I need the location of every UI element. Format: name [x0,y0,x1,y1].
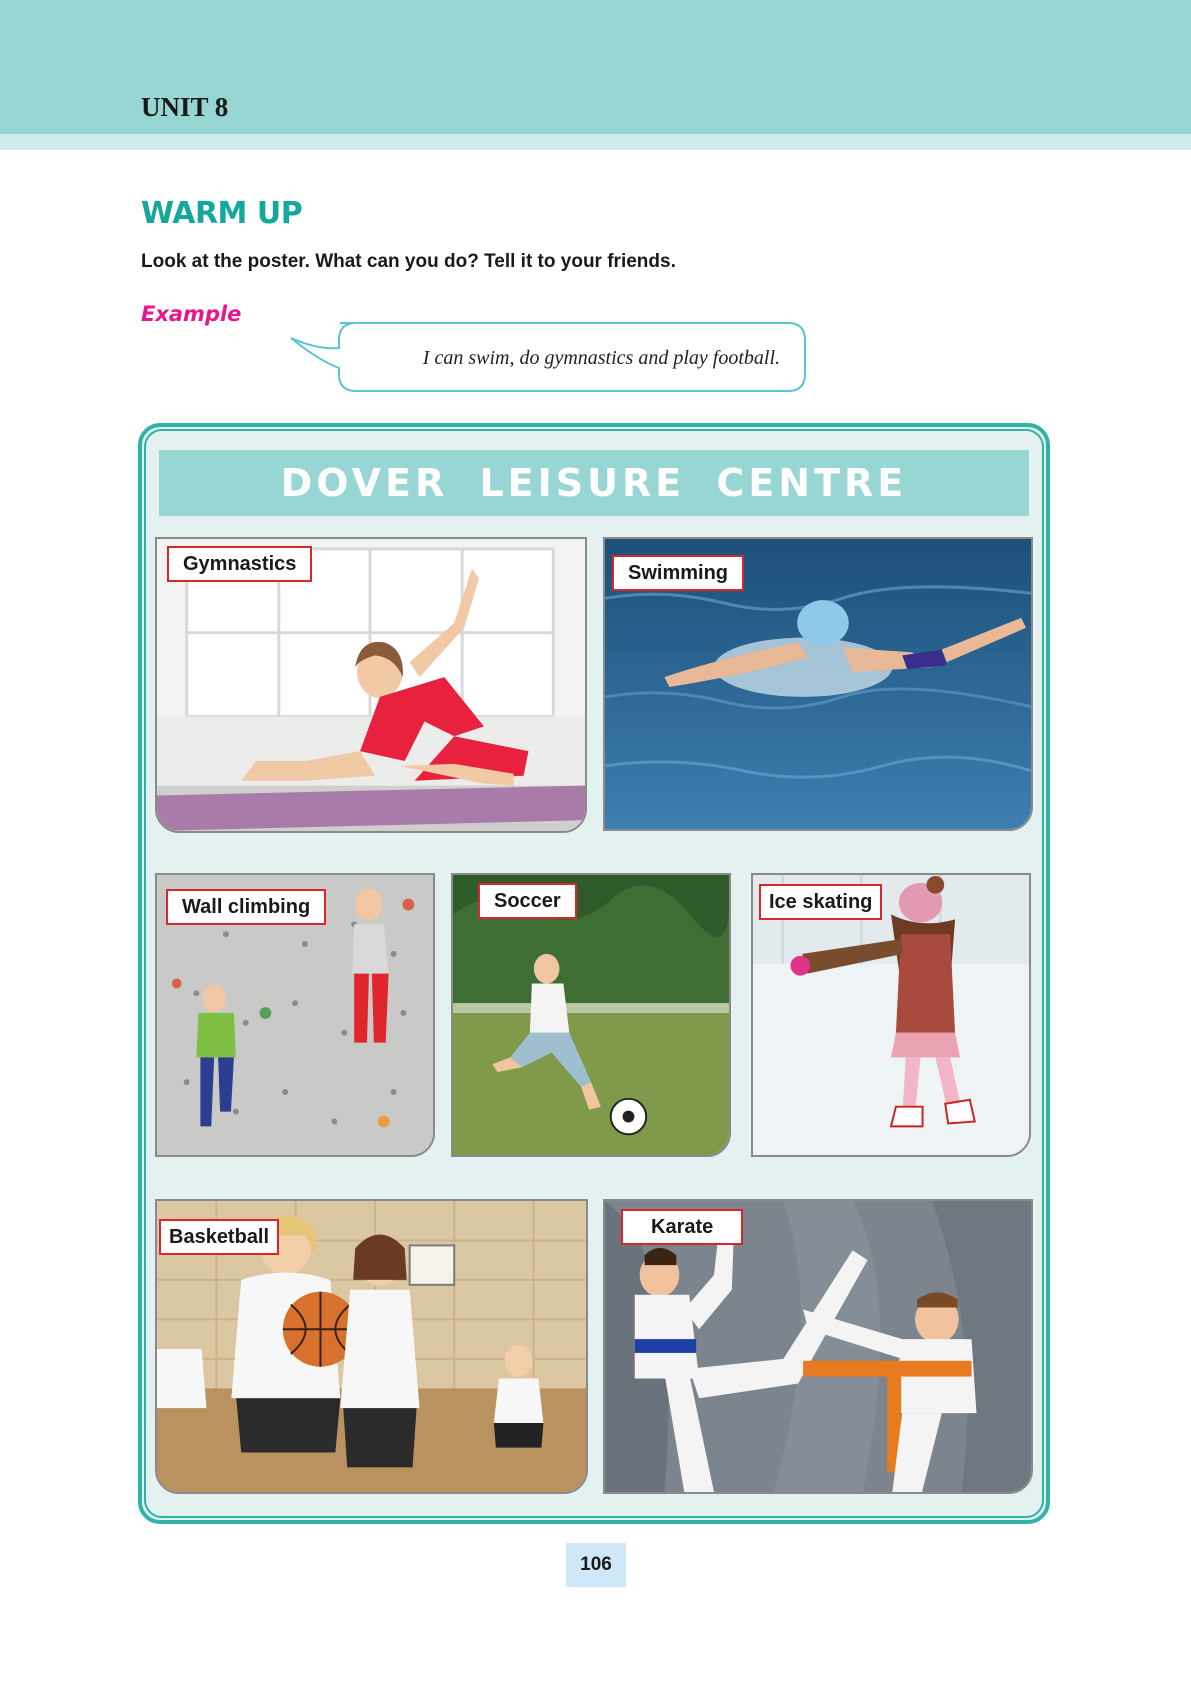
karate-label: Karate [621,1209,743,1245]
example-label: Example [141,302,242,326]
gymnastics-image [157,539,585,831]
page-number: 106 [566,1543,626,1587]
header-band-strip [0,134,1191,150]
instruction-text: Look at the poster. What can you do? Tell it to your friends. [141,251,676,272]
ice-skating-label: Ice skating [759,884,882,920]
example-sentence: I can swim, do gymnastics and play football. [422,347,780,369]
gymnastics-label: Gymnastics [167,546,312,582]
swimming-label: Swimming [612,555,744,591]
wall-climbing-label: Wall climbing [166,889,326,925]
unit-title: UNIT 8 [141,92,229,122]
poster-banner [159,450,1029,516]
section-title: WARM UP [141,196,303,231]
basketball-label: Basketball [159,1219,279,1255]
soccer-label: Soccer [478,883,577,919]
poster-title: DOVER LEISURE CENTRE [280,461,908,505]
